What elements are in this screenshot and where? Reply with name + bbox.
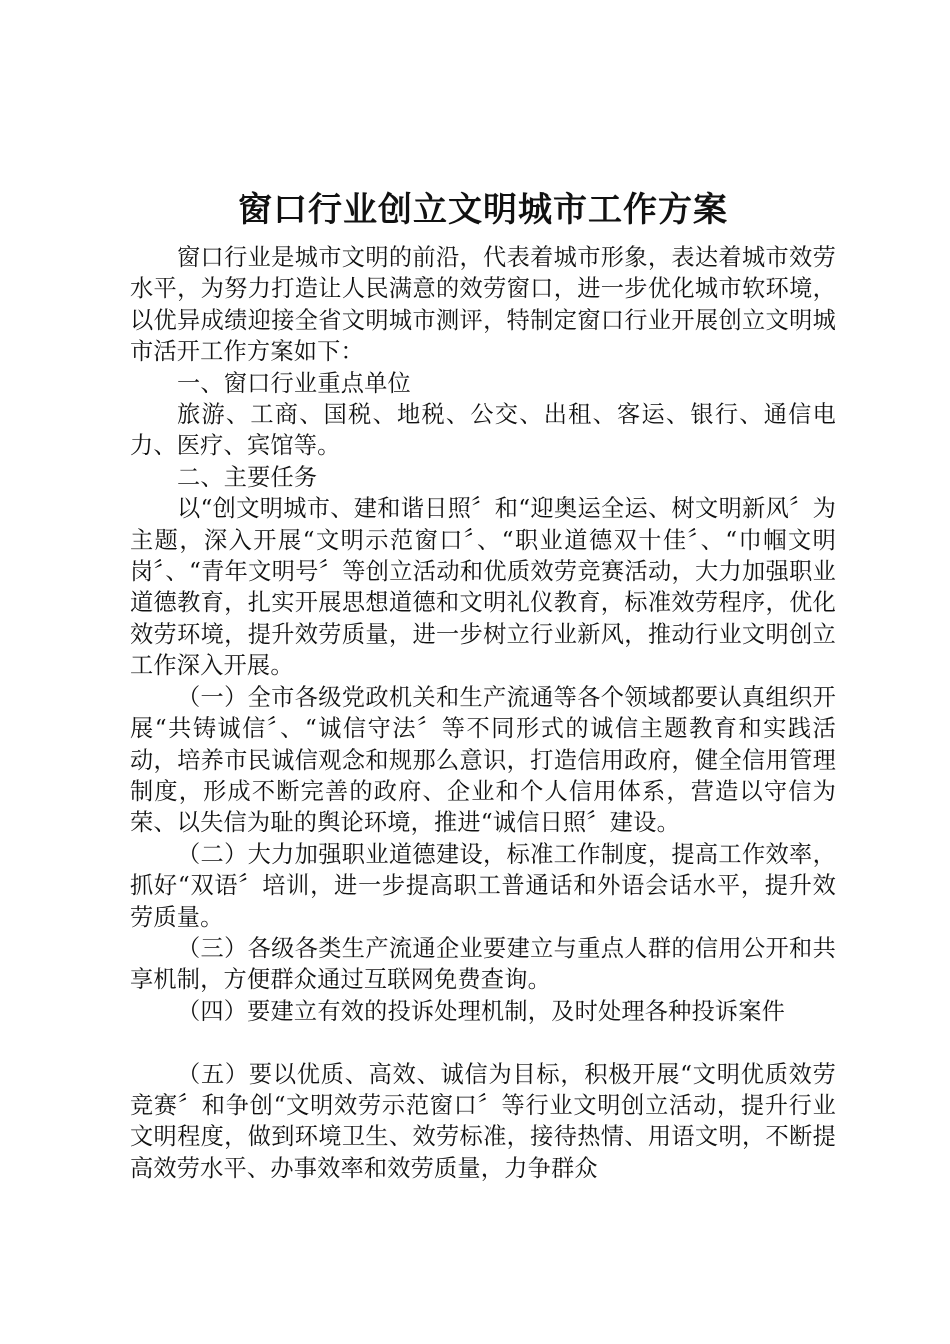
task-item-4: （四）要建立有效的投诉处理机制，及时处理各种投诉案件 <box>177 997 786 1025</box>
section-heading-key-units: 一、窗口行业重点单位 <box>177 369 411 397</box>
section-heading-main-tasks: 二、主要任务 <box>177 463 318 491</box>
main-tasks-paragraph: 以“创文明城市、建和谐日照〞和“迎奥运全运、树文明新风〞为主题，深入开展“文明示范窗口〞、“职业道德双十佳〞、“巾帼文明岗〞、“青年文明号〞等创立活动和优质效劳竞赛活动，大力加强职业道德教育，扎实开展思想道德和文明礼仪教育，标准效劳程序，优化效劳环境，提升效劳质量，进一步树立行业新风，推动行业文明创立工作深入开展。 <box>130 495 836 680</box>
key-units-list: 旅游、工商、国税、地税、公交、出租、客运、银行、通信电力、医疗、宾馆等。 <box>130 401 836 460</box>
document-title: 窗口行业创立文明城市工作方案 <box>238 190 728 230</box>
document-page <box>130 180 836 1184</box>
task-item-3: （三）各级各类生产流通企业要建立与重点人群的信用公开和共享机制，方便群众通过互联网免费查询。 <box>130 934 836 994</box>
task-item-5: （五）要以优质、高效、诚信为目标，积极开展“文明优质效劳竞赛〞和争创“文明效劳示范窗口〞等行业文明创立活动，提升行业文明程度，做到环境卫生、效劳标准，接待热情、用语文明，不断提高效劳水平、办事效率和效劳质量，力争群众 <box>130 1060 836 1182</box>
blank-line <box>130 1027 836 1058</box>
intro-paragraph: 窗口行业是城市文明的前沿，代表着城市形象，表达着城市效劳水平，为努力打造让人民满意的效劳窗口，进一步优化城市软环境，以优异成绩迎接全省文明城市测评，特制定窗口行业开展创立文明城市活开工作方案如下： <box>130 244 836 366</box>
task-item-2: （二）大力加强职业道德建设，标准工作制度，提高工作效率，抓好“双语〞培训，进一步提高职工普通话和外语会话水平，提升效劳质量。 <box>130 840 836 931</box>
task-item-1: （一）全市各级党政机关和生产流通等各个领域都要认真组织开展“共铸诚信〞、“诚信守法〞等不同形式的诚信主题教育和实践活动，培养市民诚信观念和规那么意识，打造信用政府，健全信用管理制度，形成不断完善的政府、企业和个人信用体系，营造以守信为荣、以失信为耻的舆论环境，推进“诚信日照〞建设。 <box>130 683 836 837</box>
